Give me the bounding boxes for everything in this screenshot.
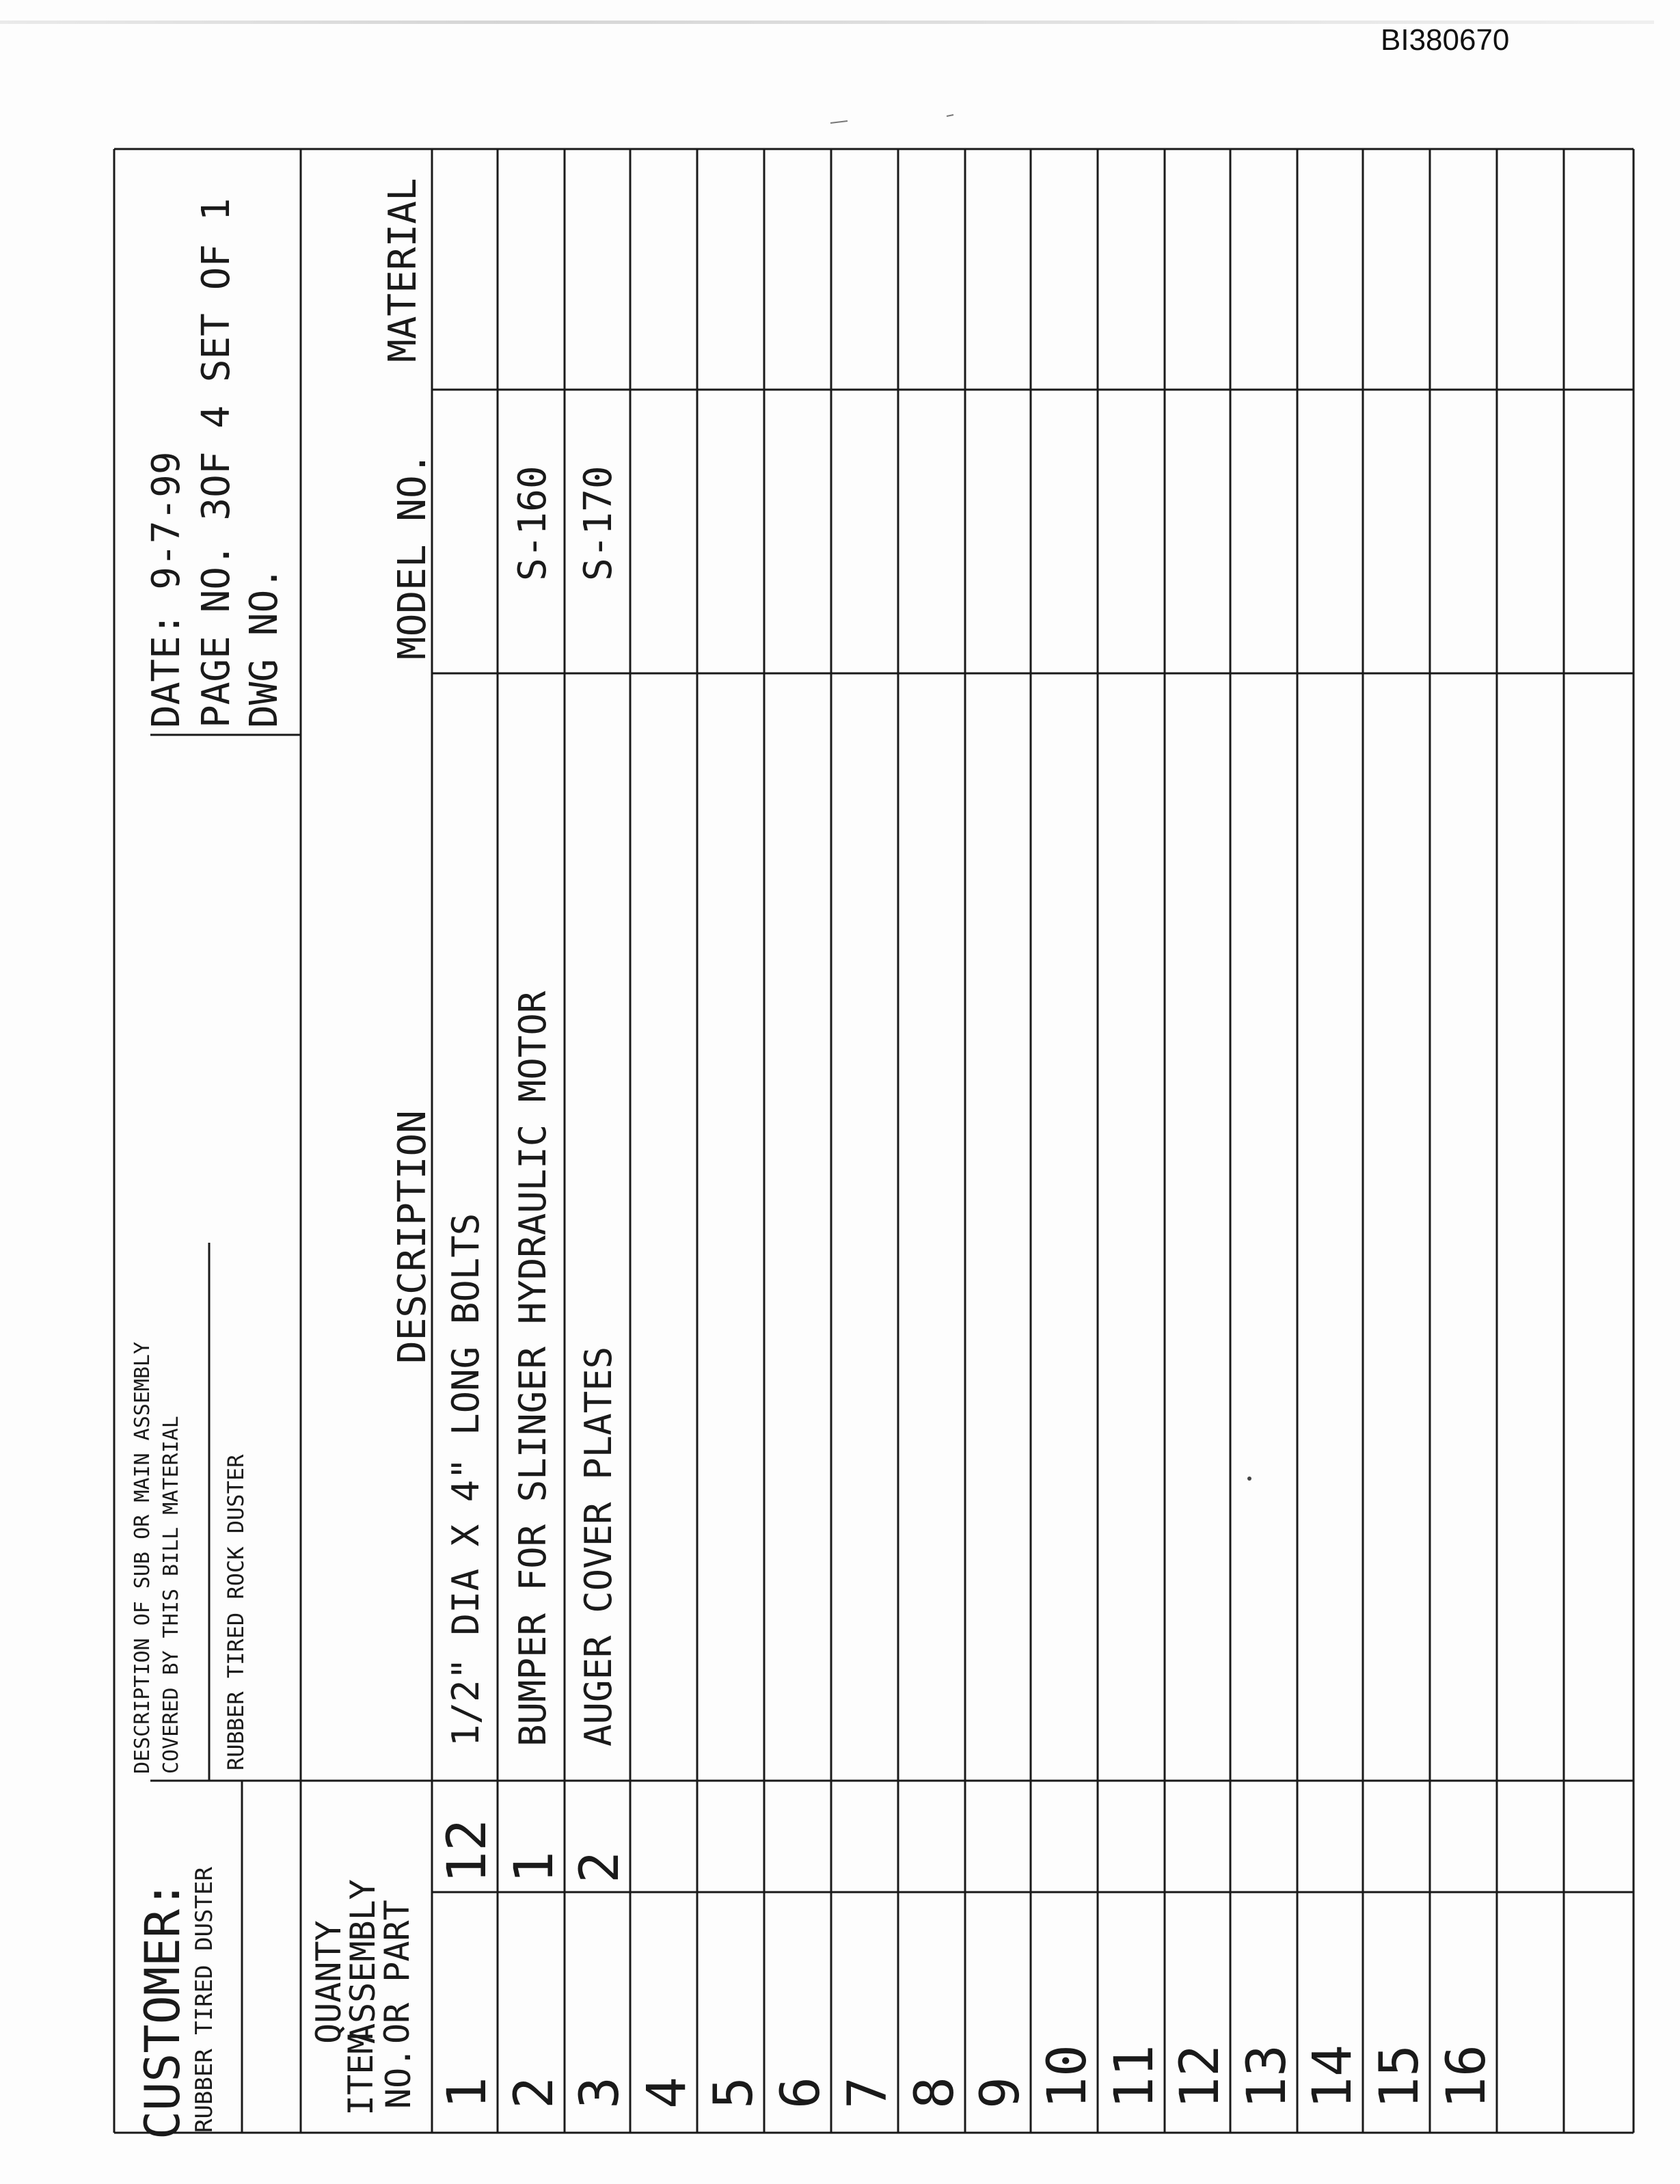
quantity-header-3: OR PART [377,1900,417,2044]
item-rows [437,466,1498,2109]
assembly-description-label-1: DESCRIPTION OF SUB OR MAIN ASSEMBLY [131,1341,154,1774]
quantity-header-2: ASSEMBLY [343,1879,383,2044]
customer-label: CUSTOMER: [135,1880,191,2140]
form-header [131,198,286,2140]
item-header-2: NO. [379,2047,418,2109]
item-number: 13 [1236,2045,1298,2109]
date-field: DATE: 9-7-99 [144,451,189,728]
item-model: S-160 [511,466,555,581]
item-number: 4 [636,2077,698,2109]
item-number: 2 [504,2077,565,2109]
quantity-header-1: QUANTY [309,1920,349,2044]
item-quantity: 12 [437,1819,498,1883]
item-quantity: 1 [504,1851,565,1883]
drawing-number-field: DWG NO. [242,566,286,728]
item-number: 3 [569,2077,631,2109]
item-description: AUGER COVER PLATES [577,1346,620,1747]
item-number: 6 [770,2077,832,2109]
item-number: 12 [1169,2045,1231,2109]
item-number: 9 [970,2077,1031,2109]
column-headers [309,178,435,2116]
item-number: 14 [1302,2045,1364,2109]
scan-mark [830,121,848,123]
item-number: 16 [1436,2045,1498,2109]
page-number-field: PAGE NO. 3OF 4 SET OF 1 [194,198,239,728]
item-number: 10 [1037,2045,1098,2109]
item-model: S-170 [576,466,621,581]
model-header: MODEL NO. [390,452,435,660]
item-quantity: 2 [569,1851,631,1883]
item-description: 1/2" DIA X 4" LONG BOLTS [444,1213,487,1747]
item-header-1: ITEM [341,2033,381,2116]
item-number: 11 [1104,2045,1165,2109]
material-header: MATERIAL [381,178,425,362]
document-id: BI380670 [1381,23,1510,57]
item-number: 1 [437,2077,498,2109]
item-number: 7 [837,2077,899,2109]
item-description: BUMPER FOR SLINGER HYDRAULIC MOTOR [511,990,554,1747]
scan-speck [1247,1477,1251,1481]
item-number: 15 [1369,2045,1431,2109]
form-grid [114,149,1634,2133]
item-number: 8 [904,2077,966,2109]
assembly-description-value: RUBBER TIRED ROCK DUSTER [223,1454,249,1770]
description-header: DESCRIPTION [390,1110,435,1364]
item-number: 5 [703,2077,765,2109]
scan-mark [947,115,953,116]
customer-value: RUBBER TIRED DUSTER [191,1867,218,2133]
assembly-description-label-2: COVERED BY THIS BILL MATERIAL [159,1416,183,1774]
